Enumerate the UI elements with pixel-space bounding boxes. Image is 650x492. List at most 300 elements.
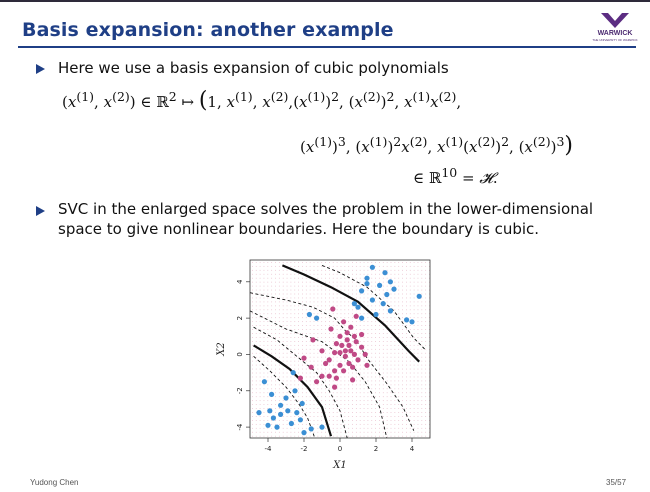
grid-dot <box>306 286 307 287</box>
grid-dot <box>287 290 288 291</box>
grid-dot <box>364 424 365 425</box>
grid-dot <box>368 436 369 437</box>
grid-dot <box>325 325 326 326</box>
grid-dot <box>356 349 357 350</box>
grid-dot <box>325 373 326 374</box>
grid-dot <box>314 353 315 354</box>
grid-dot <box>260 278 261 279</box>
grid-dot <box>379 416 380 417</box>
grid-dot <box>418 317 419 318</box>
grid-dot <box>341 305 342 306</box>
grid-dot <box>314 345 315 346</box>
grid-dot <box>314 313 315 314</box>
grid-dot <box>306 298 307 299</box>
grid-dot <box>414 396 415 397</box>
grid-dot <box>271 436 272 437</box>
grid-dot <box>252 262 253 263</box>
blue-point <box>364 281 369 286</box>
grid-dot <box>364 321 365 322</box>
grid-dot <box>298 286 299 287</box>
grid-dot <box>294 329 295 330</box>
grid-dot <box>375 329 376 330</box>
grid-dot <box>291 408 292 409</box>
grid-dot <box>402 436 403 437</box>
magenta-point <box>332 350 337 355</box>
grid-dot <box>402 396 403 397</box>
grid-dot <box>287 377 288 378</box>
grid-dot <box>410 345 411 346</box>
grid-dot <box>314 286 315 287</box>
grid-dot <box>333 282 334 283</box>
grid-dot <box>267 416 268 417</box>
grid-dot <box>333 361 334 362</box>
grid-dot <box>414 353 415 354</box>
grid-dot <box>283 381 284 382</box>
grid-dot <box>298 424 299 425</box>
grid-dot <box>317 349 318 350</box>
grid-dot <box>379 341 380 342</box>
grid-dot <box>383 353 384 354</box>
grid-dot <box>294 282 295 283</box>
grid-dot <box>275 321 276 322</box>
grid-dot <box>294 274 295 275</box>
grid-dot <box>337 357 338 358</box>
grid-dot <box>391 361 392 362</box>
grid-dot <box>256 365 257 366</box>
grid-dot <box>283 428 284 429</box>
grid-dot <box>368 290 369 291</box>
blue-point <box>278 412 283 417</box>
grid-dot <box>375 420 376 421</box>
grid-dot <box>302 282 303 283</box>
grid-dot <box>410 357 411 358</box>
grid-dot <box>252 384 253 385</box>
grid-dot <box>267 305 268 306</box>
grid-dot <box>421 424 422 425</box>
grid-dot <box>344 309 345 310</box>
grid-dot <box>391 353 392 354</box>
grid-dot <box>356 404 357 405</box>
grid-dot <box>383 392 384 393</box>
blue-point <box>409 319 414 324</box>
grid-dot <box>317 408 318 409</box>
grid-dot <box>283 377 284 378</box>
magenta-point <box>359 332 364 337</box>
grid-dot <box>317 262 318 263</box>
grid-dot <box>267 408 268 409</box>
grid-dot <box>306 345 307 346</box>
grid-dot <box>302 341 303 342</box>
grid-dot <box>337 309 338 310</box>
grid-dot <box>425 294 426 295</box>
grid-dot <box>333 298 334 299</box>
grid-dot <box>260 404 261 405</box>
grid-dot <box>371 400 372 401</box>
grid-dot <box>275 290 276 291</box>
grid-dot <box>375 353 376 354</box>
grid-dot <box>379 432 380 433</box>
grid-dot <box>383 294 384 295</box>
grid-dot <box>360 428 361 429</box>
grid-dot <box>425 404 426 405</box>
grid-dot <box>314 274 315 275</box>
grid-dot <box>287 294 288 295</box>
y-tick-label: 0 <box>236 352 244 357</box>
grid-dot <box>414 286 415 287</box>
grid-dot <box>314 325 315 326</box>
blue-point <box>373 312 378 317</box>
grid-dot <box>341 282 342 283</box>
grid-dot <box>329 325 330 326</box>
grid-dot <box>387 384 388 385</box>
grid-dot <box>271 270 272 271</box>
grid-dot <box>337 392 338 393</box>
grid-dot <box>418 377 419 378</box>
grid-dot <box>341 420 342 421</box>
grid-dot <box>348 313 349 314</box>
grid-dot <box>406 278 407 279</box>
grid-dot <box>394 309 395 310</box>
grid-dot <box>264 373 265 374</box>
grid-dot <box>414 420 415 421</box>
grid-dot <box>410 337 411 338</box>
grid-dot <box>352 420 353 421</box>
magenta-point <box>330 306 335 311</box>
grid-dot <box>337 384 338 385</box>
grid-dot <box>379 337 380 338</box>
grid-dot <box>402 349 403 350</box>
grid-dot <box>271 266 272 267</box>
grid-dot <box>271 424 272 425</box>
grid-dot <box>275 294 276 295</box>
grid-dot <box>391 357 392 358</box>
blue-point <box>319 425 324 430</box>
grid-dot <box>371 384 372 385</box>
grid-dot <box>352 317 353 318</box>
grid-dot <box>418 329 419 330</box>
grid-dot <box>402 333 403 334</box>
grid-dot <box>252 424 253 425</box>
grid-dot <box>275 278 276 279</box>
grid-dot <box>421 349 422 350</box>
grid-dot <box>271 262 272 263</box>
grid-dot <box>398 412 399 413</box>
grid-dot <box>352 274 353 275</box>
grid-dot <box>421 377 422 378</box>
grid-dot <box>283 337 284 338</box>
grid-dot <box>294 341 295 342</box>
grid-dot <box>294 404 295 405</box>
grid-dot <box>410 282 411 283</box>
grid-dot <box>317 302 318 303</box>
grid-dot <box>371 345 372 346</box>
grid-dot <box>329 436 330 437</box>
blue-point <box>370 297 375 302</box>
grid-dot <box>391 298 392 299</box>
grid-dot <box>410 290 411 291</box>
grid-dot <box>329 353 330 354</box>
grid-dot <box>267 325 268 326</box>
grid-dot <box>364 373 365 374</box>
grid-dot <box>287 333 288 334</box>
grid-dot <box>256 388 257 389</box>
grid-dot <box>294 333 295 334</box>
magenta-point <box>301 356 306 361</box>
margin-line <box>322 265 426 350</box>
grid-dot <box>283 408 284 409</box>
grid-dot <box>425 282 426 283</box>
grid-dot <box>317 313 318 314</box>
grid-dot <box>391 317 392 318</box>
grid-dot <box>325 377 326 378</box>
grid-dot <box>344 365 345 366</box>
grid-dot <box>298 262 299 263</box>
grid-dot <box>375 412 376 413</box>
grid-dot <box>271 400 272 401</box>
grid-dot <box>275 325 276 326</box>
grid-dot <box>298 305 299 306</box>
grid-dot <box>368 262 369 263</box>
grid-dot <box>368 396 369 397</box>
grid-dot <box>306 392 307 393</box>
grid-dot <box>302 365 303 366</box>
grid-dot <box>275 420 276 421</box>
grid-dot <box>414 384 415 385</box>
grid-dot <box>391 400 392 401</box>
grid-dot <box>379 396 380 397</box>
grid-dot <box>252 381 253 382</box>
grid-dot <box>402 302 403 303</box>
grid-dot <box>329 309 330 310</box>
grid-dot <box>348 436 349 437</box>
grid-dot <box>256 282 257 283</box>
grid-dot <box>425 270 426 271</box>
grid-dot <box>383 369 384 370</box>
grid-dot <box>410 317 411 318</box>
grid-dot <box>383 329 384 330</box>
grid-dot <box>337 400 338 401</box>
grid-dot <box>337 270 338 271</box>
grid-dot <box>394 369 395 370</box>
grid-dot <box>406 396 407 397</box>
blue-point <box>364 276 369 281</box>
grid-dot <box>387 416 388 417</box>
grid-dot <box>344 416 345 417</box>
grid-dot <box>260 298 261 299</box>
grid-dot <box>344 377 345 378</box>
magenta-point <box>345 330 350 335</box>
x-tick-label: 2 <box>373 445 379 453</box>
grid-dot <box>371 377 372 378</box>
grid-dot <box>298 384 299 385</box>
grid-dot <box>310 274 311 275</box>
grid-dot <box>283 325 284 326</box>
grid-dot <box>337 428 338 429</box>
grid-dot <box>394 313 395 314</box>
grid-dot <box>391 274 392 275</box>
grid-dot <box>279 424 280 425</box>
grid-dot <box>368 424 369 425</box>
blue-point <box>377 283 382 288</box>
grid-dot <box>383 309 384 310</box>
grid-dot <box>394 412 395 413</box>
blue-point <box>309 426 314 431</box>
grid-dot <box>333 286 334 287</box>
grid-dot <box>406 357 407 358</box>
grid-dot <box>275 270 276 271</box>
grid-dot <box>383 290 384 291</box>
grid-dot <box>364 404 365 405</box>
grid-dot <box>394 373 395 374</box>
grid-dot <box>368 325 369 326</box>
grid-dot <box>267 428 268 429</box>
grid-dot <box>298 361 299 362</box>
grid-dot <box>256 309 257 310</box>
magenta-point <box>328 326 333 331</box>
blue-point <box>404 317 409 322</box>
grid-dot <box>387 282 388 283</box>
grid-dot <box>310 416 311 417</box>
blue-point <box>359 316 364 321</box>
grid-dot <box>418 305 419 306</box>
grid-dot <box>298 428 299 429</box>
grid-dot <box>283 341 284 342</box>
grid-dot <box>356 294 357 295</box>
grid-dot <box>406 392 407 393</box>
grid-dot <box>325 369 326 370</box>
grid-dot <box>317 286 318 287</box>
grid-dot <box>325 400 326 401</box>
grid-dot <box>279 353 280 354</box>
grid-dot <box>256 404 257 405</box>
grid-dot <box>329 321 330 322</box>
grid-dot <box>275 424 276 425</box>
grid-dot <box>306 266 307 267</box>
grid-dot <box>406 262 407 263</box>
grid-dot <box>279 270 280 271</box>
grid-dot <box>264 408 265 409</box>
grid-dot <box>364 388 365 389</box>
grid-dot <box>425 377 426 378</box>
grid-dot <box>414 325 415 326</box>
grid-dot <box>337 333 338 334</box>
blue-point <box>274 425 279 430</box>
grid-dot <box>371 432 372 433</box>
grid-dot <box>391 388 392 389</box>
grid-dot <box>418 412 419 413</box>
blue-point <box>388 279 393 284</box>
magenta-point <box>337 350 342 355</box>
grid-dot <box>364 381 365 382</box>
grid-dot <box>271 345 272 346</box>
grid-dot <box>298 333 299 334</box>
grid-dot <box>317 428 318 429</box>
grid-dot <box>279 400 280 401</box>
grid-dot <box>406 400 407 401</box>
grid-dot <box>375 416 376 417</box>
grid-dot <box>314 365 315 366</box>
grid-dot <box>291 365 292 366</box>
grid-dot <box>264 270 265 271</box>
grid-dot <box>387 309 388 310</box>
grid-dot <box>260 329 261 330</box>
grid-dot <box>360 373 361 374</box>
grid-dot <box>325 408 326 409</box>
grid-dot <box>291 388 292 389</box>
grid-dot <box>348 424 349 425</box>
grid-dot <box>368 404 369 405</box>
grid-dot <box>379 333 380 334</box>
grid-dot <box>314 373 315 374</box>
grid-dot <box>344 412 345 413</box>
grid-dot <box>406 333 407 334</box>
grid-dot <box>410 361 411 362</box>
grid-dot <box>371 388 372 389</box>
grid-dot <box>421 353 422 354</box>
grid-dot <box>291 428 292 429</box>
grid-dot <box>302 349 303 350</box>
grid-dot <box>302 305 303 306</box>
grid-dot <box>356 384 357 385</box>
grid-dot <box>402 294 403 295</box>
blue-point <box>256 410 261 415</box>
blue-point <box>283 395 288 400</box>
grid-dot <box>391 412 392 413</box>
grid-dot <box>314 290 315 291</box>
grid-dot <box>352 309 353 310</box>
grid-dot <box>325 266 326 267</box>
grid-dot <box>291 321 292 322</box>
grid-dot <box>425 357 426 358</box>
grid-dot <box>329 369 330 370</box>
grid-dot <box>294 262 295 263</box>
grid-dot <box>291 294 292 295</box>
grid-dot <box>414 381 415 382</box>
grid-dot <box>267 377 268 378</box>
grid-dot <box>383 337 384 338</box>
grid-dot <box>410 305 411 306</box>
grid-dot <box>421 400 422 401</box>
grid-dot <box>391 404 392 405</box>
grid-dot <box>260 266 261 267</box>
grid-dot <box>317 432 318 433</box>
grid-dot <box>314 392 315 393</box>
grid-dot <box>252 337 253 338</box>
grid-dot <box>394 365 395 366</box>
grid-dot <box>264 357 265 358</box>
grid-dot <box>368 333 369 334</box>
grid-dot <box>252 270 253 271</box>
grid-dot <box>394 345 395 346</box>
grid-dot <box>391 286 392 287</box>
grid-dot <box>264 424 265 425</box>
grid-dot <box>310 361 311 362</box>
grid-dot <box>421 412 422 413</box>
grid-dot <box>283 361 284 362</box>
grid-dot <box>375 290 376 291</box>
grid-dot <box>294 305 295 306</box>
grid-dot <box>379 325 380 326</box>
grid-dot <box>256 377 257 378</box>
grid-dot <box>341 388 342 389</box>
grid-dot <box>410 428 411 429</box>
grid-dot <box>398 305 399 306</box>
grid-dot <box>329 337 330 338</box>
grid-dot <box>298 353 299 354</box>
grid-dot <box>406 420 407 421</box>
grid-dot <box>275 345 276 346</box>
grid-dot <box>344 388 345 389</box>
